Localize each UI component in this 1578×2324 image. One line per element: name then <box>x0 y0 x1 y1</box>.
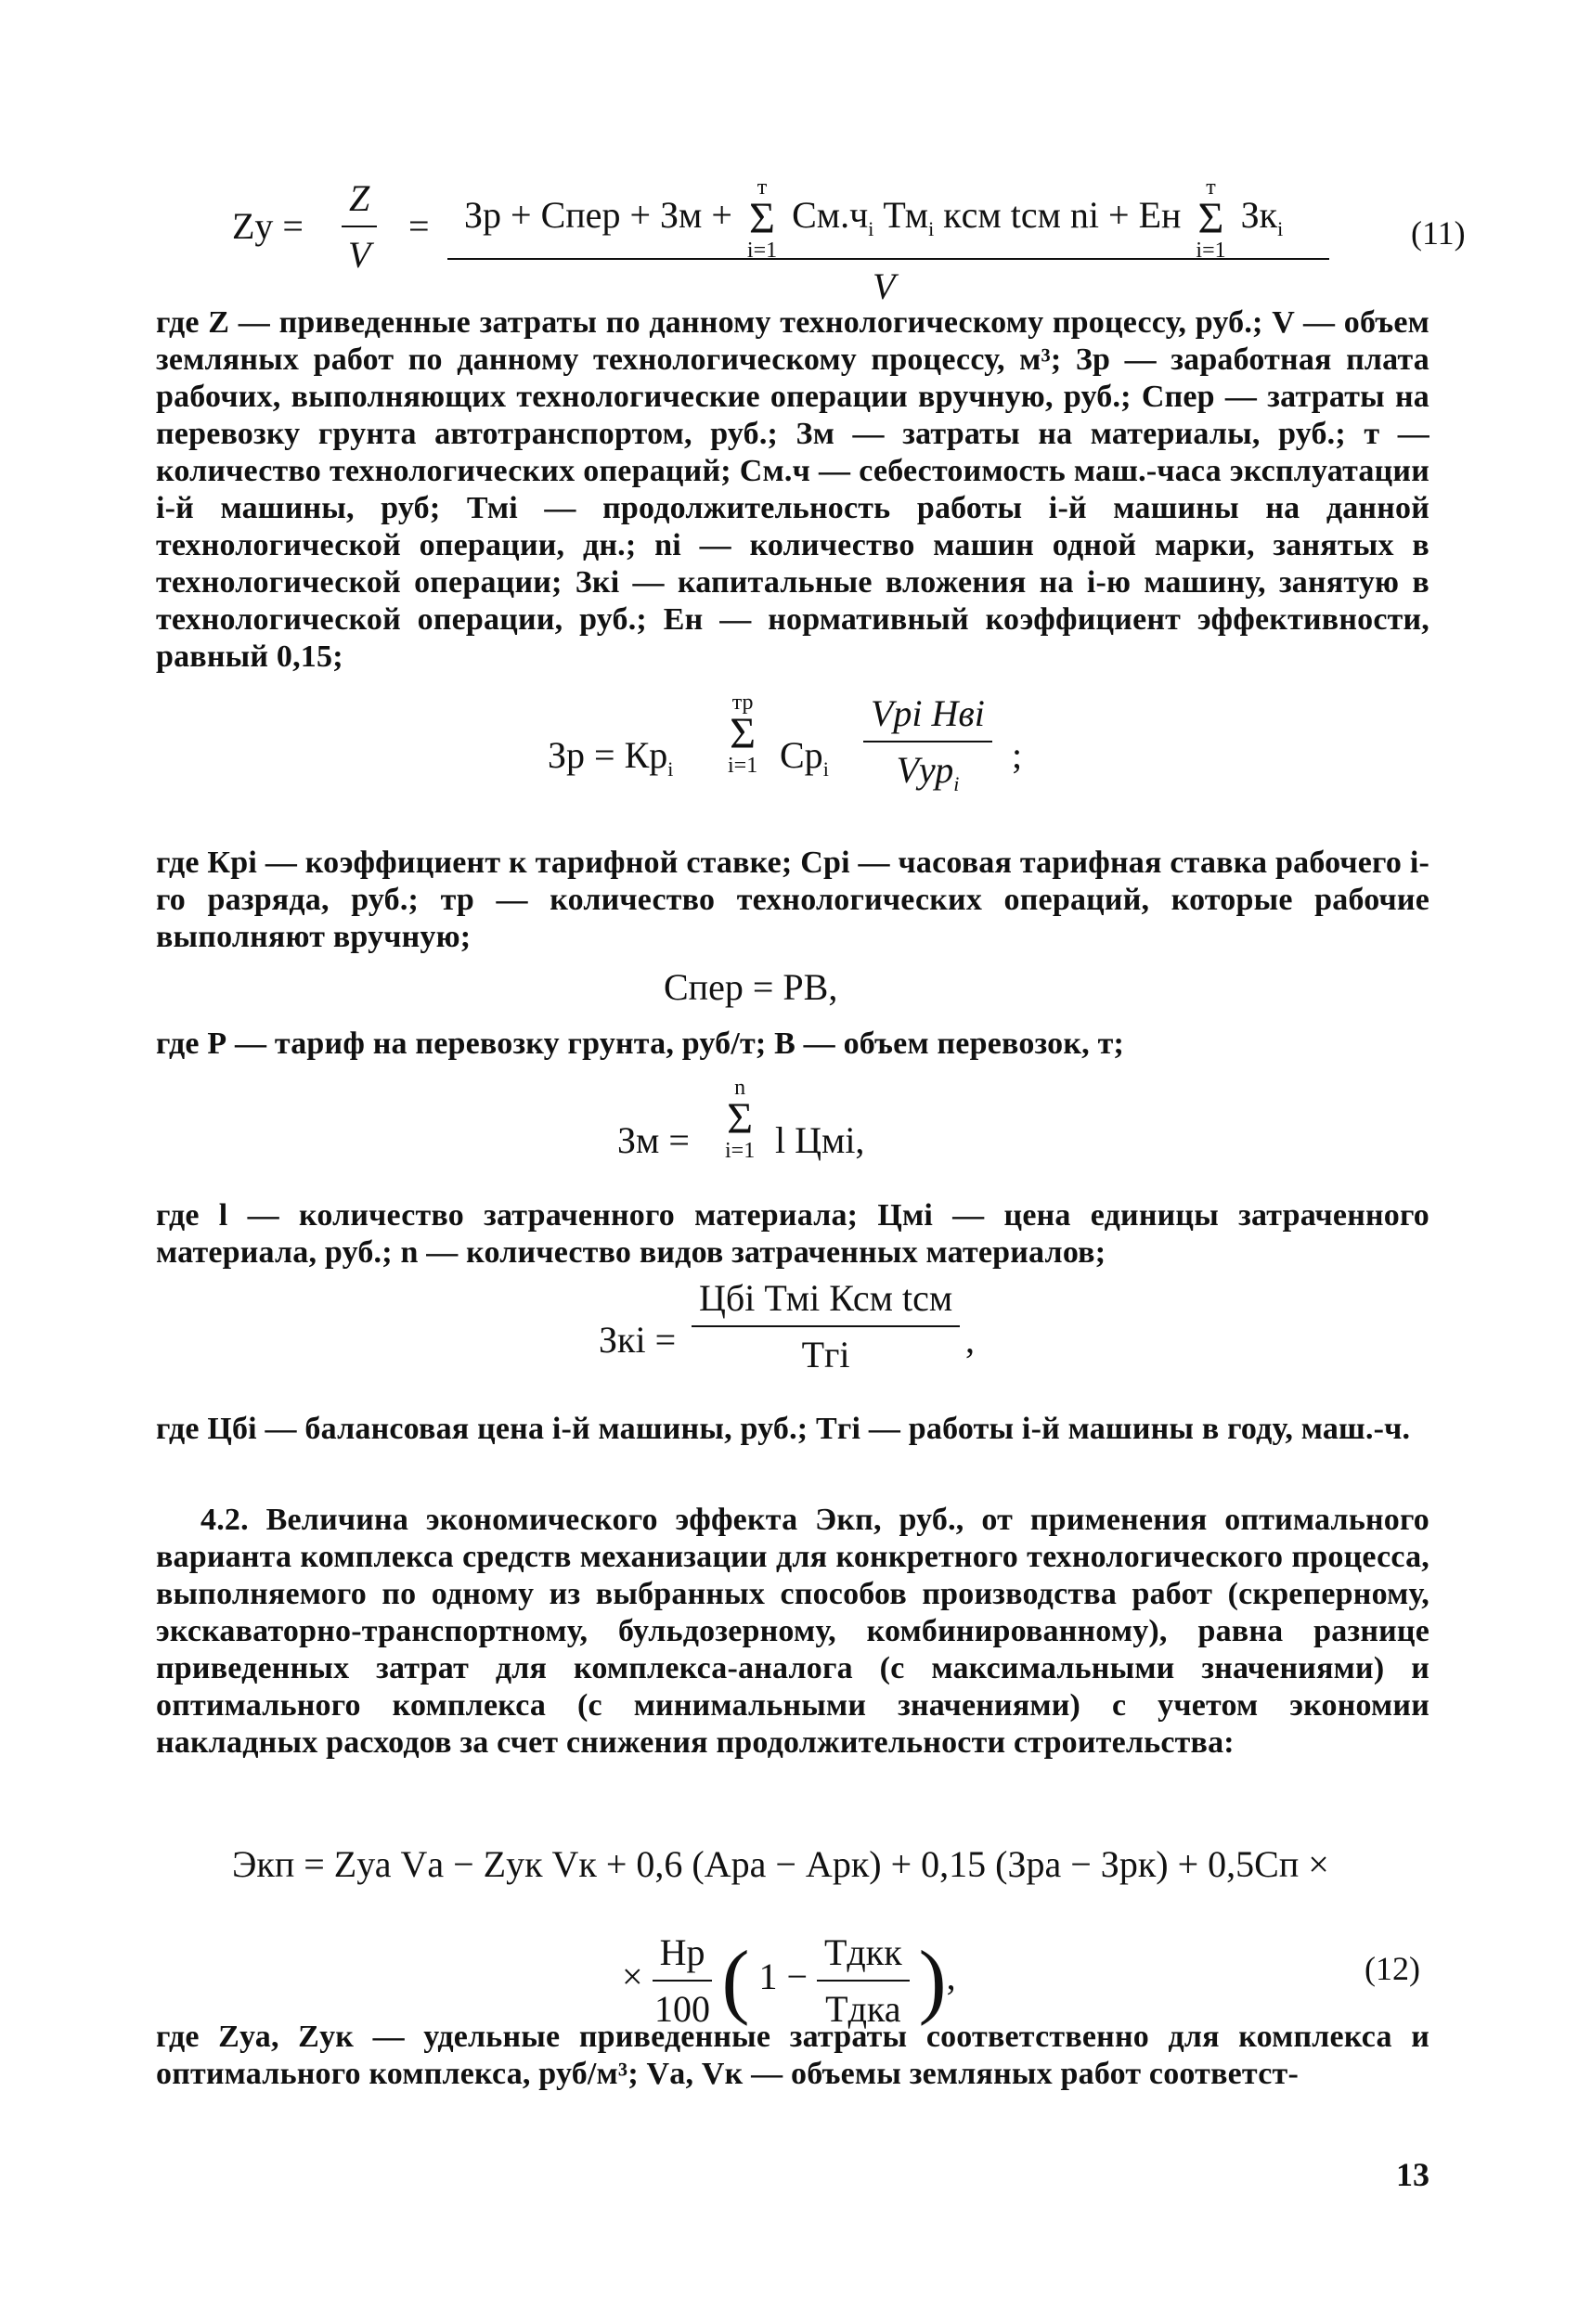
paragraph-definitions-11 <box>156 304 1429 676</box>
left-paren-icon: ( <box>721 1934 750 2027</box>
equation-number-11: (11) <box>1411 214 1466 252</box>
formula-11-num-part2: См.ч <box>792 194 869 237</box>
formula-zp <box>548 691 1105 812</box>
formula-11-num-part5: Зк <box>1240 194 1278 237</box>
page-number: 13 <box>1396 2156 1429 2193</box>
paragraph-4-text: где l — количество затраченного материала; Цмi — цена единицы затраченного материала, руб.; n — количество видов затраченных материалов; <box>156 1198 1429 1270</box>
formula-12 <box>232 1842 1429 2030</box>
sub-i: i <box>667 757 674 781</box>
formula-11-z-over-v <box>342 176 377 277</box>
paragraph-definitions-12 <box>156 2019 1429 2093</box>
paragraph-1-text: где Z — приведенные затраты по данному технологическому процессу, руб.; V — объем земляных работ по данному технологическому процессу, м³; Зр — заработная плата рабочих, выполняющих технологические операции вручную, руб.; Спер — затраты на перевозку грунта автотранспортом, руб.; Зм — затраты на материалы, руб.; т — количество технологических операций; См.ч — себестоимость маш.-часа эксплуатации i-й машины, руб; Тмi — продолжительность работы i-й машины на данной технологической операции, дн.; ni — количество машин одной марки, занятых в технологической операции; Зкi — капитальные вложения на i-ю машину, занятую в технологической операции, руб.; Ен — нормативный коэффициент эффективности, равный 0,15; <box>156 305 1429 674</box>
formula-zp-mid <box>780 733 829 781</box>
formula-sper <box>664 965 837 1009</box>
zp-sum-bottom: i=1 <box>728 754 758 778</box>
sigma-icon: Σ <box>749 194 775 243</box>
zp-frac-den: Vур <box>896 749 954 791</box>
paragraph-6-text: 4.2. Величина экономического эффекта Экп, руб., от применения оптимального варианта комплекса средств механизации для конкретного технологического процесса, выполняемого по одному из выбранных способов производства работ (скреперному, экскаваторно-транспортному, бульдозерному, комбинированному), равна разнице приведенных затрат для комплекса-аналога (с максимальными значениями) и оптимального комплекса (с минимальными значениями) с учетом экономии накладных расходов за счет снижения продолжительности строительства: <box>156 1503 1429 1760</box>
paragraph-definitions-zm <box>156 1197 1429 1272</box>
formula-zk <box>599 1276 989 1397</box>
formula-zp-sum <box>728 691 757 777</box>
formula-sper-text: Спер = РВ, <box>664 966 838 1008</box>
paragraph-definitions-zk <box>156 1411 1429 1448</box>
formula-11-eq: = <box>408 205 430 247</box>
formula-12-times: × <box>622 1956 643 1998</box>
formula-zm-lhs: Зм = <box>617 1119 690 1161</box>
sub-i: i <box>868 217 874 241</box>
formula-zk-lhs: Зкi = <box>599 1319 677 1361</box>
right-paren-icon: ) <box>918 1934 947 2027</box>
paragraph-section-4-2 <box>156 1502 1429 1762</box>
formula-11-v: V <box>347 234 371 276</box>
sub-i: i <box>1277 217 1284 241</box>
formula-zp-end: ; <box>1012 734 1023 776</box>
formula-11-lhs: Zу = <box>232 205 304 247</box>
sigma-icon: Σ <box>727 1094 754 1143</box>
formula-11 <box>232 139 1466 307</box>
zp-lhs-text: Зр = Кр <box>548 734 668 776</box>
zp-mid-text: Ср <box>780 734 823 776</box>
formula-11-num-part1: Зр + Спер + Зм + <box>464 194 732 237</box>
paragraph-definitions-sper <box>156 1026 1429 1063</box>
formula-11-num-part4: кcм tcм ni + Eн <box>943 194 1182 237</box>
sum1-bottom: i=1 <box>746 239 778 263</box>
sub-i: i <box>928 217 935 241</box>
formula-11-numerator <box>464 176 1283 262</box>
hp-num: Нр <box>653 1930 713 1982</box>
formula-zk-end: , <box>965 1319 975 1361</box>
formula-zm-rhs: l Цмi, <box>775 1119 865 1161</box>
sigma-icon: Σ <box>730 709 757 758</box>
formula-zp-fraction <box>863 691 992 796</box>
sub-i: i <box>822 757 829 781</box>
sum2-bottom: i=1 <box>1196 239 1226 263</box>
paragraph-definitions-zp <box>156 845 1429 956</box>
hp-den: 100 <box>654 1988 710 2030</box>
sum2-top: т <box>1206 175 1216 200</box>
zm-sum-top: n <box>734 1076 746 1100</box>
zp-sum-top: тр <box>731 691 754 715</box>
formula-12-one-minus: 1 − <box>758 1956 808 1998</box>
zk-frac-den: Тгi <box>801 1334 850 1375</box>
paragraph-3-text: где Р — тариф на перевозку грунта, руб/т; В — объем перевозок, т; <box>156 1026 1124 1061</box>
formula-11-denominator: V <box>873 265 896 307</box>
sigma-icon: Σ <box>1197 194 1224 243</box>
zm-sum-bottom: i=1 <box>725 1139 756 1163</box>
formula-12-hp-fraction <box>653 1930 713 2031</box>
paragraph-5-text: где Цбi — балансовая цена i-й машины, руб.; Тгi — работы i-й машины в году, маш.-ч. <box>156 1412 1411 1446</box>
formula-zp-lhs <box>548 733 673 781</box>
formula-11-num-part3: Тм <box>883 194 929 237</box>
formula-12-td-fraction <box>817 1930 910 2031</box>
formula-12-end: , <box>946 1956 956 1998</box>
zk-frac-num: Цбi Тмi Ксм tсм <box>692 1276 960 1327</box>
formula-zm-sum <box>725 1077 755 1162</box>
td-num: Тдкк <box>817 1930 910 1982</box>
sum1-top: т <box>757 175 768 200</box>
formula-zk-fraction <box>692 1276 960 1376</box>
formula-12-line1: Экп = Zуа Vа − Zук Vк + 0,6 (Ара − Арк) + 0,15 (Зра − Зрк) + 0,5Сп × <box>232 1843 1329 1885</box>
paragraph-7-text: где Zуа, Zук — удельные приведенные затраты соответственно для комплекса и оптимального комплекса, руб/м³; Vа, Vк — объемы земляных работ соответст- <box>156 2020 1429 2091</box>
equation-number-12: (12) <box>1365 1950 1420 1987</box>
zp-frac-num: Vрi Нвi <box>863 691 992 742</box>
td-den: Тдка <box>825 1988 901 2030</box>
formula-12-line2 <box>622 1930 956 2031</box>
paragraph-2-text: где Крi — коэффициент к тарифной ставке; Срi — часовая тарифная ставка рабочего i-го разряда, руб.; тр — количество технологических операций, которые рабочие выполняют вручную; <box>156 846 1429 954</box>
formula-zm <box>617 1077 989 1188</box>
formula-11-sum1 <box>747 176 777 262</box>
formula-11-z: Z <box>342 176 377 227</box>
formula-11-sum2 <box>1196 176 1225 262</box>
sub-i: i <box>953 772 960 795</box>
